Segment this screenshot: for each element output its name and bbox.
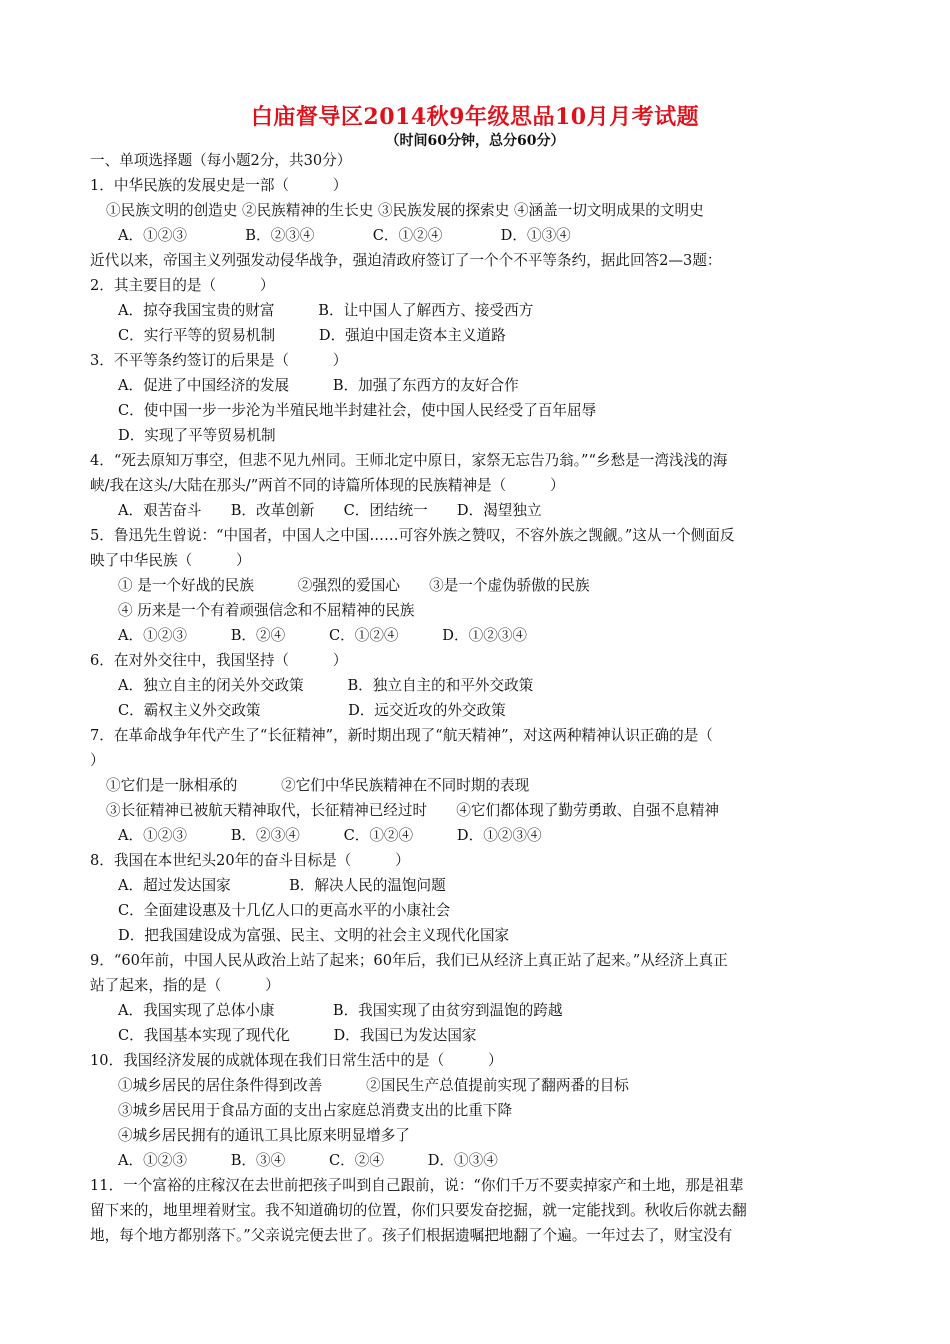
question-6: 6．在对外交往中，我国坚持（ ） (90, 652, 348, 669)
question-8-option-c: C．全面建设惠及十几亿人口的更高水平的小康社会 (118, 902, 451, 919)
question-11-cont-1: 留下来的，地里埋着财宝。我不知道确切的位置，你们只要发奋挖掘，就一定能找到。秋收后你就去翻 (90, 1202, 747, 1219)
question-9-options-ab: A．我国实现了总体小康 B．我国实现了由贫穷到温饱的跨越 (118, 1002, 563, 1019)
question-2-options-ab: A．掠夺我国宝贵的财富 B．让中国人了解西方、接受西方 (118, 302, 534, 319)
question-10: 10．我国经济发展的成就体现在我们日常生活中的是（ ） (90, 1052, 503, 1069)
question-4: 4．“死去原知万事空，但悲不见九州同。王师北定中原日，家祭无忘告乃翁。”“乡愁是一湾浅浅的海 (90, 452, 728, 469)
question-1-options: A．①②③ B．②③④ C．①②④ D．①③④ (118, 227, 571, 244)
question-6-options-cd: C．霸权主义外交政策 D．远交近攻的外交政策 (118, 702, 506, 719)
question-7-cont: ） (90, 752, 105, 769)
question-8: 8．我国在本世纪头20年的奋斗目标是（ ） (90, 852, 410, 869)
question-7-statements-a: ①它们是一脉相承的 ②它们中华民族精神在不同时期的表现 (106, 777, 530, 794)
question-5-cont: 映了中华民族（ ） (90, 552, 251, 569)
question-7-statements-b: ③长征精神已被航天精神取代，长征精神已经过时 ④它们都体现了勤劳勇敢、自强不息精神 (106, 802, 719, 819)
question-5-options: A．①②③ B．②④ C．①②④ D．①②③④ (118, 627, 527, 644)
question-5-statements-b: ④ 历来是一个有着顽强信念和不屈精神的民族 (118, 602, 415, 619)
question-3-option-c: C．使中国一步一步沦为半殖民地半封建社会，使中国人民经受了百年屈辱 (118, 402, 597, 419)
question-2: 2．其主要目的是（ ） (90, 277, 275, 294)
question-10-statements-b: ③城乡居民用于食品方面的支出占家庭总消费支出的比重下降 (118, 1102, 513, 1119)
question-9-options-cd: C．我国基本实现了现代化 D．我国已为发达国家 (118, 1027, 477, 1044)
question-5-statements-a: ① 是一个好战的民族 ②强烈的爱国心 ③是一个虚伪骄傲的民族 (118, 577, 590, 594)
question-9: 9．“60年前，中国人民从政治上站了起来；60年后，我们已从经济上真正站了起来。”从经济上真正 (90, 952, 728, 969)
question-7: 7．在革命战争年代产生了“长征精神”，新时期出现了“航天精神”，对这两种精神认识正确的是（ (90, 727, 713, 744)
question-1: 1．中华民族的发展史是一部（ ） (90, 177, 348, 194)
passage-2-3: 近代以来，帝国主义列强发动侵华战争，强迫清政府签订了一个个不平等条约，据此回答2—3题： (90, 252, 722, 269)
question-1-statements: ①民族文明的创造史 ②民族精神的生长史 ③民族发展的探索史 ④涵盖一切文明成果的文明史 (106, 202, 704, 219)
question-2-options-cd: C．实行平等的贸易机制 D．强迫中国走资本主义道路 (118, 327, 506, 344)
section-heading: 一、单项选择题（每小题2分，共30分） (90, 152, 352, 169)
question-10-statements-a: ①城乡居民的居住条件得到改善 ②国民生产总值提前实现了翻两番的目标 (118, 1077, 629, 1094)
question-6-options-ab: A．独立自主的闭关外交政策 B．独立自主的和平外交政策 (118, 677, 534, 694)
question-11-cont-2: 地，每个地方都别落下。”父亲说完便去世了。孩子们根据遗嘱把地翻了个遍。一年过去了，财宝没有 (90, 1227, 733, 1244)
question-10-statements-c: ④城乡居民拥有的通讯工具比原来明显增多了 (118, 1127, 410, 1144)
question-3: 3．不平等条约签订的后果是（ ） (90, 352, 348, 369)
question-7-options: A．①②③ B．②③④ C．①②④ D．①②③④ (118, 827, 542, 844)
question-10-options: A．①②③ B．③④ C．②④ D．①③④ (118, 1152, 498, 1169)
question-11: 11．一个富裕的庄稼汉在去世前把孩子叫到自己跟前，说：“你们千万不要卖掉家产和土地，那是祖辈 (90, 1177, 744, 1194)
question-8-options-ab: A．超过发达国家 B．解决人民的温饱问题 (118, 877, 446, 894)
question-4-options: A．艰苦奋斗 B．改革创新 C．团结统一 D．渴望独立 (118, 502, 542, 519)
question-3-options-ab: A．促进了中国经济的发展 B．加强了东西方的友好合作 (118, 377, 519, 394)
question-5: 5．鲁迅先生曾说：“中国者，中国人之中国……可容外族之赞叹，不容外族之觊觎。”这从一个侧面反 (90, 527, 735, 544)
question-3-option-d: D．实现了平等贸易机制 (118, 427, 276, 444)
question-4-cont: 峡/我在这头/大陆在那头/”两首不同的诗篇所体现的民族精神是（ ） (90, 477, 565, 494)
question-8-option-d: D．把我国建设成为富强、民主、文明的社会主义现代化国家 (118, 927, 510, 944)
page-title: 白庙督导区2014秋9年级思品10月月考试题 (250, 104, 700, 130)
page-subtitle: （时间60分钟，总分60分） (385, 133, 565, 149)
question-9-cont: 站了起来，指的是（ ） (90, 977, 280, 994)
